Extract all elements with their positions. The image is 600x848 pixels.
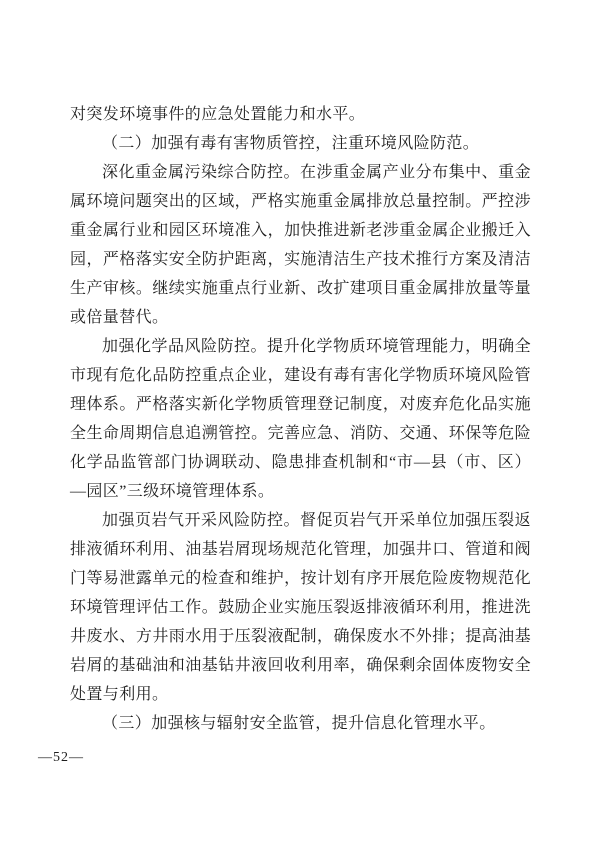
section-heading-2: （二）加强有毒有害物质管控，注重环境风险防范。 [102,135,480,152]
paragraph-continuation: 对突发环境事件的应急处置能力和水平。 [70,106,366,123]
paragraph-shale-gas: 加强页岩气开采风险防控。督促页岩气开采单位加强压裂返排液循环利用、油基岩屑现场规范化管理，加强井口、管道和阀门等易泄露单元的检查和维护，按计划有序开展危险废物规范化环境管理评估工作。鼓励企业实施压裂返排液循环利用，推进洗井废水、方井雨水用于压裂液配制，确保废水不外排；提高油基岩屑的基础油和油基钻井液回收利用率，确保剩余固体废物安全处置与利用。 [70,512,531,703]
page-number: —52— [38,750,84,765]
document-body [70,100,531,738]
paragraph-chemicals: 加强化学品风险防控。提升化学物质环境管理能力，明确全市现有危化品防控重点企业，建设有毒有害化学物质环境风险管理体系。严格落实新化学物质管理登记制度，对废弃危化品实施全生命周期信息追溯管控。完善应急、消防、交通、环保等危险化学品监管部门协调联动、隐患排查机制和“市—县（市、区）—园区”三级环境管理体系。 [70,338,531,500]
section-heading-3: （三）加强核与辐射安全监管，提升信息化管理水平。 [102,715,496,732]
paragraph-heavy-metals: 深化重金属污染综合防控。在涉重金属产业分布集中、重金属环境问题突出的区域，严格实施重金属排放总量控制。严控涉重金属行业和园区环境准入，加快推进新老涉重金属企业搬迁入园，严格落实安全防护距离，实施清洁生产技术推行方案及清洁生产审核。继续实施重点行业新、改扩建项目重金属排放量等量或倍量替代。 [70,164,531,326]
